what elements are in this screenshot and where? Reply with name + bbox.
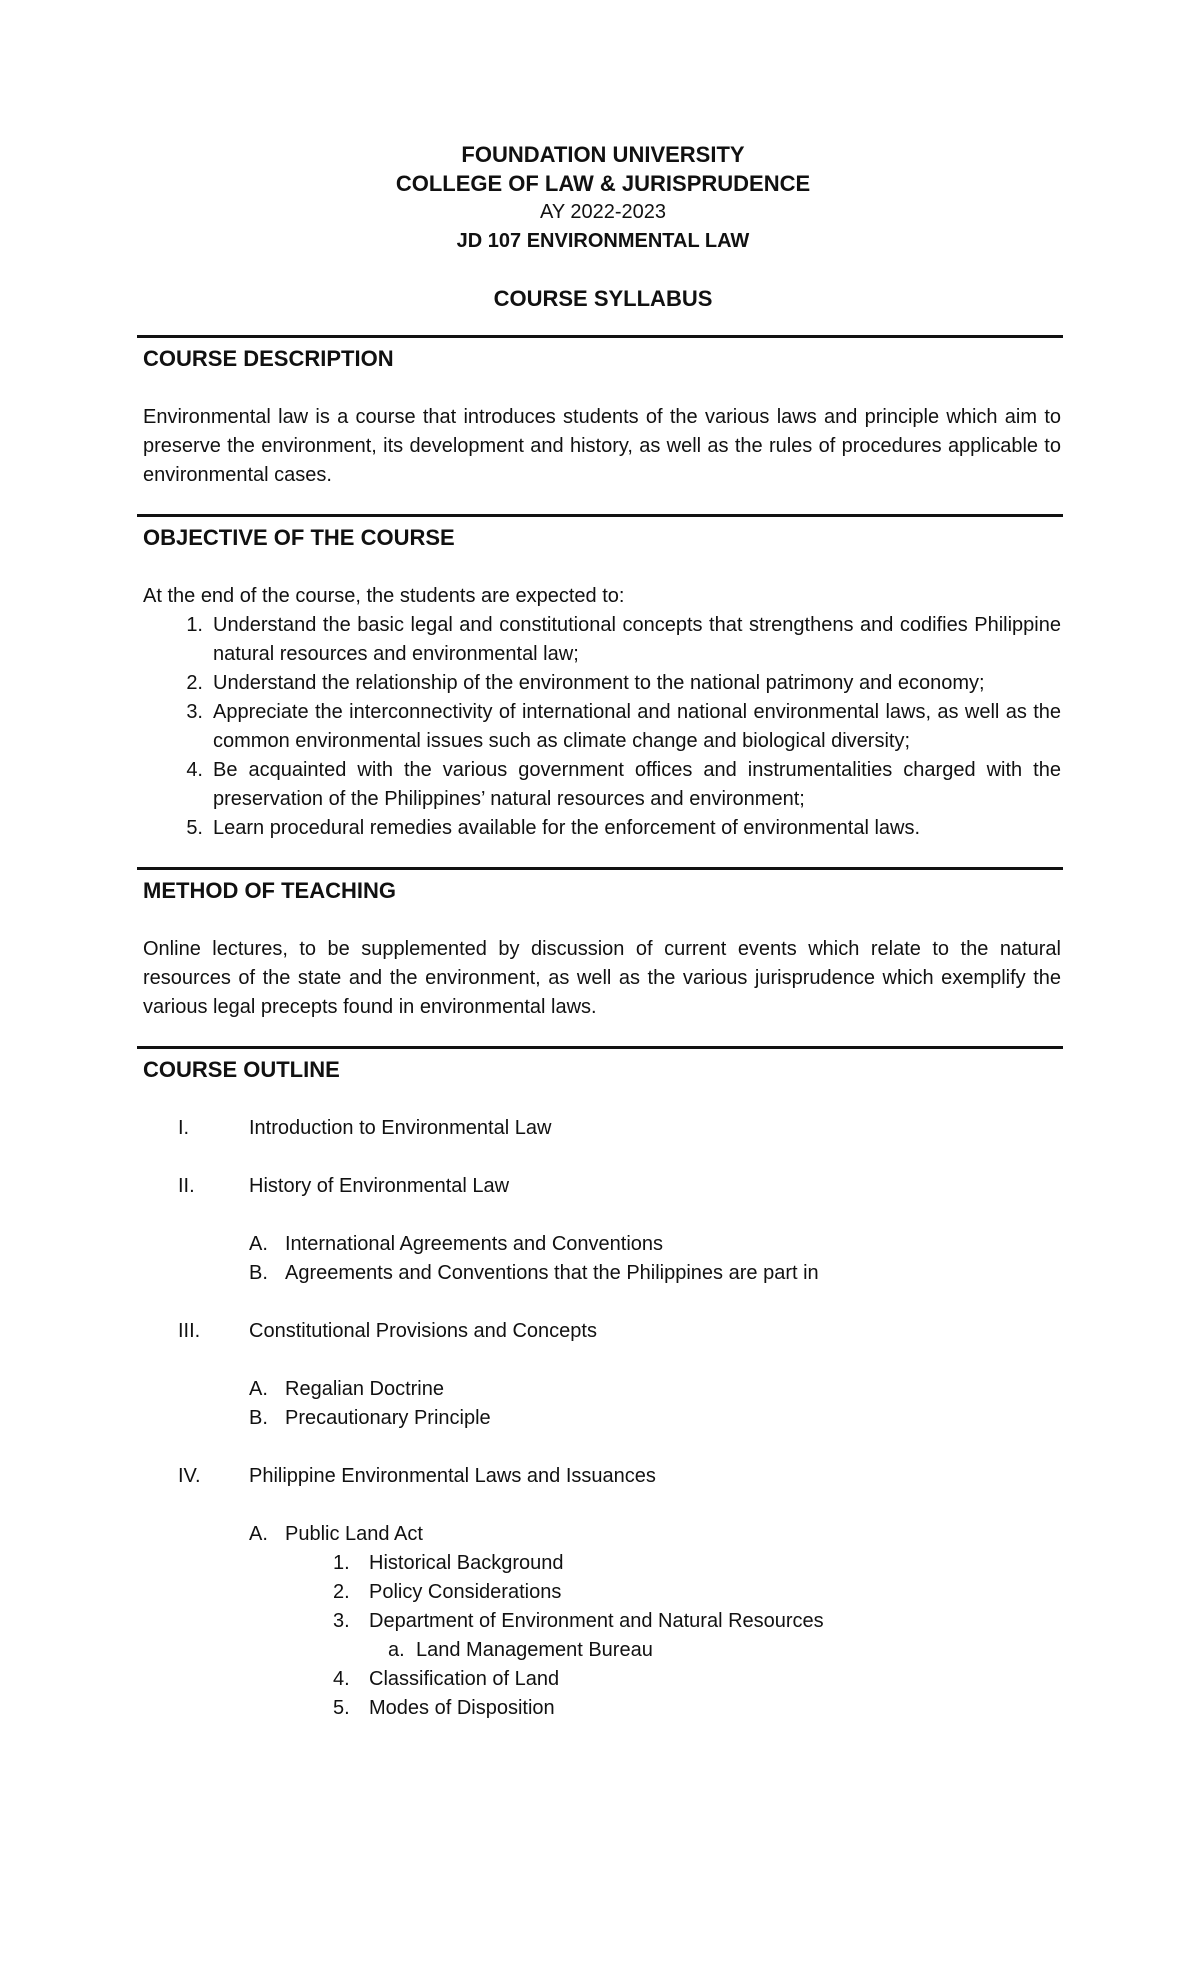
outline-subitem: A. International Agreements and Conventions	[249, 1233, 664, 1255]
list-item: 2. Understand the relationship of the environment to the national patrimony and economy;	[186, 672, 985, 694]
university-name: FOUNDATION UNIVERSITY	[461, 142, 745, 167]
outline-item: IV. Philippine Environmental Laws and Issuances	[178, 1465, 656, 1487]
section-divider	[137, 867, 1063, 870]
outline-subsubsubitem: a. Land Management Bureau	[388, 1639, 653, 1661]
section-title-course-description: COURSE DESCRIPTION	[143, 346, 394, 371]
section-title-method: METHOD OF TEACHING	[143, 878, 396, 903]
outline-subsubitem: 1. Historical Background	[333, 1552, 564, 1574]
outline-subsubitem: 2. Policy Considerations	[333, 1581, 562, 1603]
document-page	[143, 140, 1076, 1723]
outline-subsubitem: 4. Classification of Land	[333, 1668, 560, 1690]
section-divider	[137, 335, 1063, 338]
academic-year: AY 2022-2023	[539, 201, 667, 223]
course-description-text: Environmental law is a course that introduces students of the various laws and principle which aim to preserve the environment, its development and history, as well as the rules of procedures applicable to environmental cases.	[143, 406, 1061, 486]
outline-item: III. Constitutional Provisions and Concepts	[178, 1320, 597, 1342]
outline-subitem: A. Regalian Doctrine	[249, 1378, 444, 1400]
outline-subitem: A. Public Land Act	[249, 1523, 423, 1545]
list-item: 5. Learn procedural remedies available for the enforcement of environmental laws.	[186, 817, 921, 839]
outline-subitem: B. Precautionary Principle	[249, 1407, 491, 1429]
list-item: 4. Be acquainted with the various government offices and instrumentalities charged with the preservation of the Philippines’ natural resources and environment;	[186, 759, 1061, 810]
objective-intro: At the end of the course, the students are expected to:	[143, 585, 625, 607]
document-title: COURSE SYLLABUS	[493, 286, 713, 311]
section-title-objective: OBJECTIVE OF THE COURSE	[143, 525, 455, 550]
list-item: 3. Appreciate the interconnectivity of international and national environmental laws, as well as the common environmental issues such as climate change and biological diversity;	[186, 701, 1061, 752]
outline-item: II. History of Environmental Law	[178, 1175, 510, 1197]
section-divider	[137, 514, 1063, 517]
objective-list	[143, 611, 1061, 843]
outline-item: I. Introduction to Environmental Law	[178, 1117, 552, 1139]
syllabus-header	[143, 140, 1063, 313]
method-text: Online lectures, to be supplemented by discussion of current events which relate to the natural resources of the state and the environment, as well as the various jurisprudence which exemplify the various legal precepts found in environmental laws.	[143, 938, 1061, 1018]
section-divider	[137, 1046, 1063, 1049]
course-code-title: JD 107 ENVIRONMENTAL LAW	[456, 230, 750, 252]
list-item: 1. Understand the basic legal and constitutional concepts that strengthens and codifies Philippine natural resources and environmental law;	[186, 614, 1061, 665]
outline-subsubitem: 3. Department of Environment and Natural Resources	[333, 1610, 824, 1632]
outline-subitem: B. Agreements and Conventions that the Philippines are part in	[249, 1262, 819, 1284]
section-title-outline: COURSE OUTLINE	[143, 1057, 340, 1082]
college-name: COLLEGE OF LAW & JURISPRUDENCE	[395, 171, 811, 196]
outline-subsubitem: 5. Modes of Disposition	[333, 1697, 555, 1719]
